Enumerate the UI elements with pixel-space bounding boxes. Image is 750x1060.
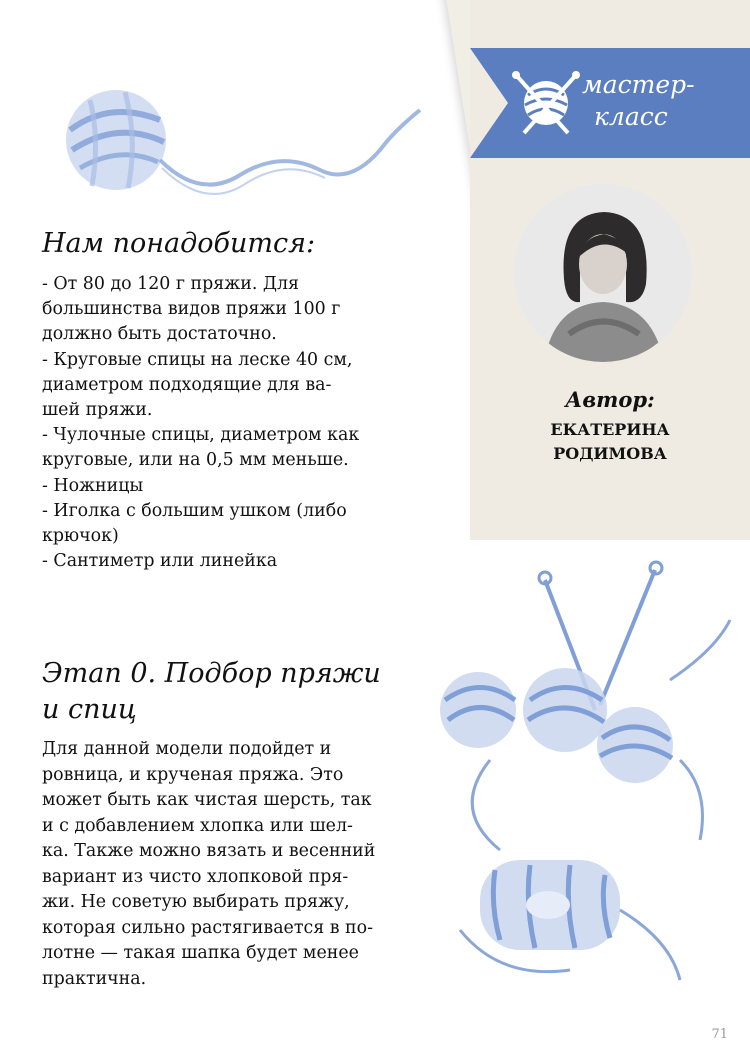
badge-line1: мастер- [582, 70, 695, 99]
paragraph-line: и с добавлением хлопка или шел- [42, 815, 353, 836]
list-item: диаметром подходящие для ва- [42, 374, 332, 395]
list-item: - Круговые спицы на леске 40 см, [42, 349, 353, 370]
paragraph-line: лотне — такая шапка будет менее [42, 943, 359, 963]
materials-list [42, 272, 462, 574]
list-item: шей пряжи. [42, 400, 153, 421]
paragraph-line: ровница, и крученая пряжа. Это [42, 764, 344, 785]
paragraph-line: Для данной модели подойдет и [42, 739, 332, 759]
author-name-line2: РОДИМОВА [553, 444, 667, 463]
list-item: - Ножницы [42, 475, 144, 496]
list-item: крючок) [42, 526, 119, 547]
paragraph-line: практична. [42, 968, 147, 989]
section2-paragraph [42, 737, 442, 992]
section2-title-line1: Этап 0. Подбор пряжи [42, 658, 381, 689]
paragraph-line: может быть как чистая шерсть, так [42, 790, 372, 810]
author-name-line1: ЕКАТЕРИНА [550, 420, 670, 439]
paragraph-line: ка. Также можно вязать и весенний [42, 841, 376, 861]
list-item: - Иголка с большим ушком (либо [42, 500, 347, 521]
paragraph-line: которая сильно растягивается в по- [42, 917, 373, 938]
list-item: - От 80 до 120 г пряжи. Для [42, 274, 300, 294]
paragraph-line: жи. Не советую выбирать пряжу, [42, 892, 350, 912]
author-label: Автор: [565, 387, 655, 412]
author-photo [514, 184, 692, 362]
list-item: круговые, или на 0,5 мм меньше. [42, 450, 349, 471]
yarn-ball-illustration [30, 50, 450, 210]
list-item: большинства видов пряжи 100 г [42, 299, 341, 320]
list-item: - Чулочные спицы, диаметром как [42, 425, 360, 446]
knitting-yarn-illustration [430, 560, 750, 1020]
badge-line2: класс [594, 102, 668, 131]
author-name [470, 418, 750, 466]
list-item: должно быть достаточно. [42, 324, 277, 345]
list-item: - Сантиметр или линейка [42, 551, 278, 572]
section1-title: Нам понадобится: [42, 228, 316, 259]
paragraph-line: вариант из чисто хлопковой пря- [42, 866, 349, 887]
page-number: 71 [711, 1027, 728, 1042]
section2-title-line2: и спиц [42, 694, 137, 725]
